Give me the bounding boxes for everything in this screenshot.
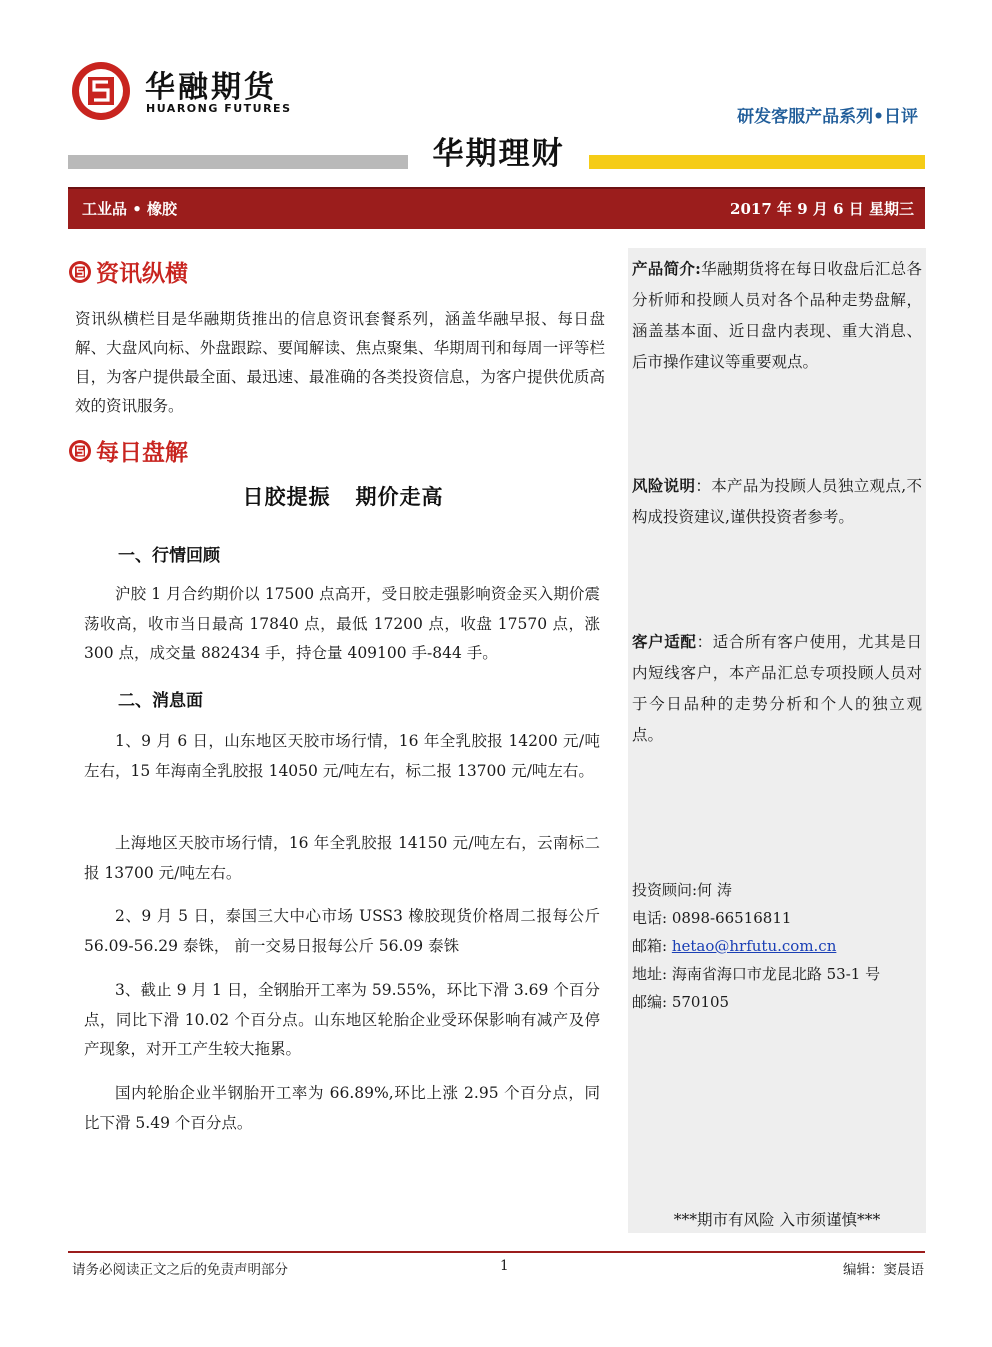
product-intro-text: 华融期货将在每日收盘后汇总各分析师和投顾人员对各个品种走势盘解，涵盖基本面、近日盘内表现、重大消息、后市操作建议等重要观点。 — [632, 260, 922, 371]
report-date: 2017 年 9 月 6 日 星期三 — [730, 200, 914, 218]
header-yellow-bar — [589, 155, 925, 169]
zip-row — [632, 988, 880, 1016]
paragraph-news-2: 上海地区天胶市场行情，16 年全乳胶报 14150 元/吨左右，云南标二报 13700 元/吨左右。 — [84, 834, 600, 882]
huarong-logo-icon — [70, 60, 132, 122]
client-suitability-label: 客户适配 — [632, 632, 697, 651]
series-label: 研发客服产品系列•日评 — [737, 107, 918, 127]
phone-number: 0898-66516811 — [671, 909, 792, 927]
brand-name-en: HUARONG FUTURES — [146, 102, 292, 115]
news-intro: 资讯纵横栏目是华融期货推出的信息资讯套餐系列，涵盖华融早报、每日盘解、大盘风向标、外盘跟踪、要闻解读、焦点聚集、华期周刊和每周一评等栏目，为客户提供最全面、最迅速、最准确的各类投资信息，为客户提供优质高效的资讯服务。 — [75, 310, 605, 415]
paragraph-market-review: 沪胶 1 月合约期价以 17500 点高开，受日胶走强影响资金买入期价震荡收高，收市当日最高 17840 点，最低 17200 点，收盘 17570 点，涨 300 点，成交量 882434 手，持仓量 409100 手-844 手。 — [84, 585, 600, 662]
risk-statement-label: 风险说明 — [632, 476, 696, 495]
product-intro-label: 产品简介: — [632, 259, 701, 278]
paragraph-news-5: 国内轮胎企业半钢胎开工率为 66.89%,环比上涨 2.95 个百分点，同比下滑 5.49 个百分点。 — [84, 1084, 600, 1132]
subheading-news: 二、消息面 — [118, 691, 203, 711]
page-number: 1 — [500, 1258, 509, 1274]
header-gray-bar — [68, 155, 408, 169]
footer-editor: 编辑：窦晨语 — [843, 1262, 924, 1278]
product-intro — [632, 253, 922, 378]
address-row — [632, 960, 880, 988]
advisor-name: 投资顾问:何 涛 — [632, 881, 732, 899]
risk-statement — [632, 470, 922, 533]
phone-row — [632, 904, 880, 932]
email-row — [632, 932, 880, 960]
email-label: 邮箱: — [632, 937, 668, 955]
section-title-daily: 每日盘解 — [96, 440, 188, 466]
address-label: 地址: — [632, 965, 668, 983]
section-heading-news — [68, 255, 188, 288]
client-suitability-text: ：适合所有客户使用，尤其是日内短线客户，本产品汇总专项投顾人员对于今日品种的走势分析和个人的独立观点。 — [632, 633, 922, 744]
article-title: 日胶提振 期价走高 — [242, 484, 444, 509]
category-label: 工业品 • 橡胶 — [82, 200, 178, 218]
risk-statement-text: ：本产品为投顾人员独立观点,不构成投资建议,谨供投资者参考。 — [632, 477, 922, 526]
subheading-market-review: 一、行情回顾 — [118, 546, 220, 566]
zip-code: 570105 — [671, 993, 730, 1011]
paragraph-news-3: 2、9 月 5 日，泰国三大中心市场 USS3 橡胶现货价格周二报每公斤 56.09-56.29 泰铢， 前一交易日报每公斤 56.09 泰铢 — [84, 907, 600, 955]
section-logo-icon — [68, 260, 92, 284]
client-suitability — [632, 626, 922, 751]
section-title-news: 资讯纵横 — [96, 261, 188, 287]
paragraph-news-1: 1、9 月 6 日，山东地区天胶市场行情，16 年全乳胶报 14200 元/吨左右，15 年海南全乳胶报 14050 元/吨左右，标二报 13700 元/吨左右。 — [84, 732, 600, 780]
footer-divider — [68, 1251, 925, 1253]
section-heading-daily — [68, 434, 188, 467]
section-logo-icon — [68, 439, 92, 463]
risk-warning: ***期市有风险 入市须谨慎*** — [673, 1211, 881, 1229]
zip-label: 邮编: — [632, 993, 668, 1011]
email-link[interactable]: hetao@hrfutu.com.cn — [671, 937, 837, 955]
address-text: 海南省海口市龙昆北路 53-1 号 — [671, 965, 881, 983]
publication-title: 华期理财 — [432, 136, 565, 172]
phone-label: 电话: — [632, 909, 668, 927]
contact-block — [632, 876, 880, 1016]
brand-name-cn: 华融期货 — [145, 70, 277, 105]
paragraph-news-4: 3、截止 9 月 1 日，全钢胎开工率为 59.55%，环比下滑 3.69 个百分点，同比下滑 10.02 个百分点。山东地区轮胎企业受环保影响有减产及停产现象，对开工产生较大拖累。 — [84, 981, 600, 1058]
footer-disclaimer: 请务必阅读正文之后的免责声明部分 — [72, 1262, 288, 1278]
